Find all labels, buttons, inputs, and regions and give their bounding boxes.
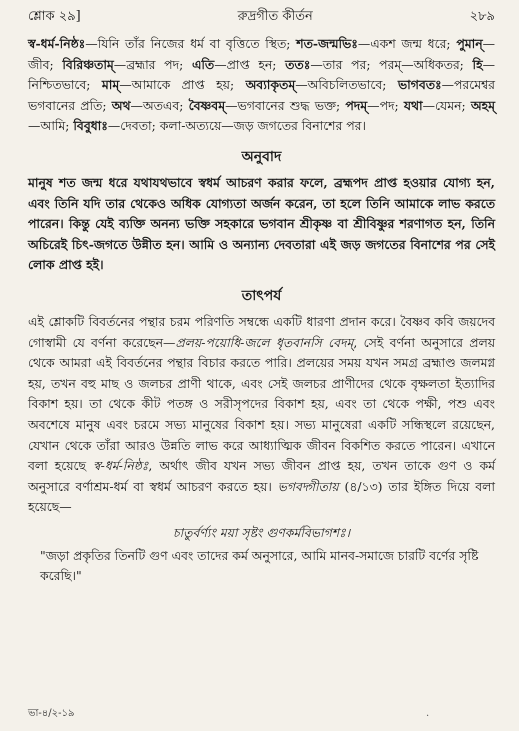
synonym-meaning: —আমাকে প্রাপ্ত হয়;	[119, 77, 246, 93]
purport-book-title: ভগবদ্গীতায়	[277, 478, 339, 494]
purport-term: স্ব-ধর্ম-নিষ্ঠঃ	[93, 458, 149, 474]
purport-text: এই শ্লোকটি বিবর্তনের পন্থার চরম পরিণতি সম্বন্ধে একটি ধারণা প্রদান করে। বৈষ্ণব কবি জয়দেব গোস্বামী যে বর্ণনা করেছেন	[28, 313, 495, 350]
translation-paragraph: মানুষ শত জন্ম ধরে যথাযথভাবে স্বধর্ম আচরণ করার ফলে, ব্রহ্মপদ প্রাপ্ত হওয়ার যোগ্য হন, এবং তিনি যদি তার থেকেও অধিক যোগ্যতা অর্জন করেন, তা হলে তিনি আমাকে লাভ করতে পারেন। কিন্তু যেই ব্যক্তি অনন্য ভক্তি সহকারে ভগবান শ্রীকৃষ্ণ বা শ্রীবিষ্ণুর শরণাগত হন, তিনি অচিরেই চিৎ-জগতে উন্নীত হন। আমি ও অন্যান্য দেবতারা এই জড় জগতের বিনাশের পর সেই লোক প্রাপ্ত হই।	[28, 174, 495, 273]
synonym-meaning: —যিনি তাঁর নিজের ধর্ম বা বৃত্তিতে স্থিত;	[85, 36, 297, 51]
sanskrit-verse-quote: চাতুর্বর্ণ্যং ময়া সৃষ্টং গুণকর্মবিভাগশঃ।	[172, 524, 351, 540]
synonym-term: বিবুধাঃ	[73, 118, 108, 134]
verse-translation-quote: "জড়া প্রকৃতির তিনটি গুণ এবং তাদের কর্ম অনুসারে, আমি মানব-সমাজে চারটি বর্ণের সৃষ্টি করেছি।"	[40, 547, 479, 584]
synonym-term: অহম্	[470, 97, 495, 113]
purport-paragraph	[28, 312, 495, 518]
synonym-term: ততঃ	[285, 56, 311, 72]
synonym-term: স্ব-ধর্ম-নিষ্ঠঃ	[28, 36, 86, 51]
purport-quote: —প্রলয়-পয়োধি-জলে ধৃতবানসি বেদম্	[163, 334, 354, 350]
synonym-meaning: —ভগবানের শুদ্ধ ভক্ত;	[225, 97, 346, 113]
footer-mark: .	[426, 708, 430, 719]
synonym-term: মাম্	[101, 77, 120, 93]
synonym-meaning: —আমি;	[28, 118, 74, 134]
verse-number-header: শ্লোক ২৯]	[28, 9, 81, 24]
synonym-meaning: —একশ জন্ম ধরে;	[357, 36, 457, 51]
synonym-meaning: —পদ;	[367, 97, 404, 113]
purport-text: , সেই বর্ণনা অনুসারে প্রলয় থেকে আমরা এই বিবর্তনের পন্থার বিচার করতে পারি। প্রলয়ের সময় যখন সমগ্র ব্রহ্মাণ্ড জলমগ্ন হয়, তখন বহু মাছ ও জলচর প্রাণী থাকে, এবং সেই জলচর প্রাণীদের থেকে বৃক্ষলতা ইত্যাদির বিকাশ হয়। তা থেকে কীট পতঙ্গ ও সরীসৃপদের বিকাশ হয়, এবং তা থেকে পক্ষী, পশু এবং অবশেষে মানুষ এবং চরমে সভ্য মানুষের বিকাশ হয়। সভ্য মানুষেরা একটি সন্ধিস্থলে রয়েছেন, যেখান থেকে তাঁরা আরও উন্নতি লাভ করে আধ্যাত্মিক জীবন বিকশিত করতে পারেন। এখানে বলা হয়েছে	[28, 334, 495, 474]
synonym-meaning: —অবিচলিতভাবে;	[295, 77, 398, 93]
synonym-meaning: —যেমন;	[422, 97, 471, 113]
synonym-meaning: —তার পর; পরম্—অধিকতর;	[310, 56, 473, 72]
synonym-meaning: —পরমেশ্বর ভগবানের প্রতি;	[28, 77, 495, 113]
page-footer-signature: ভা-৪/২-১৯	[28, 708, 75, 719]
synonym-term: ভাগবতঃ	[397, 77, 442, 93]
page-number: ২৮৯	[469, 9, 495, 24]
synonym-term: অব্যাকৃতম্	[245, 77, 296, 93]
purport-text: (৪/১৩) তার ইঙ্গিত দিয়ে বলা হয়েছে—	[28, 478, 496, 515]
synonym-meaning: —জীব;	[28, 36, 495, 72]
synonym-term: বিরিঞ্চতাম্	[62, 56, 114, 72]
synonym-term: পদম্	[345, 97, 368, 113]
chapter-title-header: রুদ্রগীত কীর্তন	[237, 9, 313, 24]
purport-text: , অর্থাৎ জীব যখন সভ্য জীবন প্রাপ্ত হয়, তখন তাকে গুণ ও কর্ম অনুসারে বর্ণাশ্রম-ধর্ম বা স্বধর্ম আচরণ করতে হয়।	[28, 458, 496, 494]
translation-heading: অনুবাদ	[241, 148, 282, 165]
synonym-meaning: —ব্রহ্মার পদ;	[113, 56, 192, 72]
purport-heading: তাৎপর্য	[241, 287, 282, 304]
synonyms-paragraph	[28, 34, 495, 137]
synonym-meaning: —প্রাপ্ত হন;	[214, 56, 286, 72]
synonym-term: যথা	[403, 97, 423, 113]
synonym-term: শত-জন্মভিঃ	[296, 36, 358, 51]
synonym-term: বৈষ্ণবম্	[188, 97, 226, 113]
synonym-term: অথ	[111, 97, 131, 113]
synonym-term: পুমান্	[456, 36, 483, 51]
synonym-meaning: —নিশ্চিতভাবে;	[28, 56, 495, 93]
running-head	[28, 8, 495, 26]
synonym-meaning: —দেবতা; কলা-অত্যয়ে—জড় জগতের বিনাশের পর।	[107, 118, 366, 134]
synonym-term: হি	[472, 56, 483, 72]
synonym-meaning: —অতএব;	[130, 97, 189, 113]
synonym-term: এতি	[191, 56, 215, 72]
